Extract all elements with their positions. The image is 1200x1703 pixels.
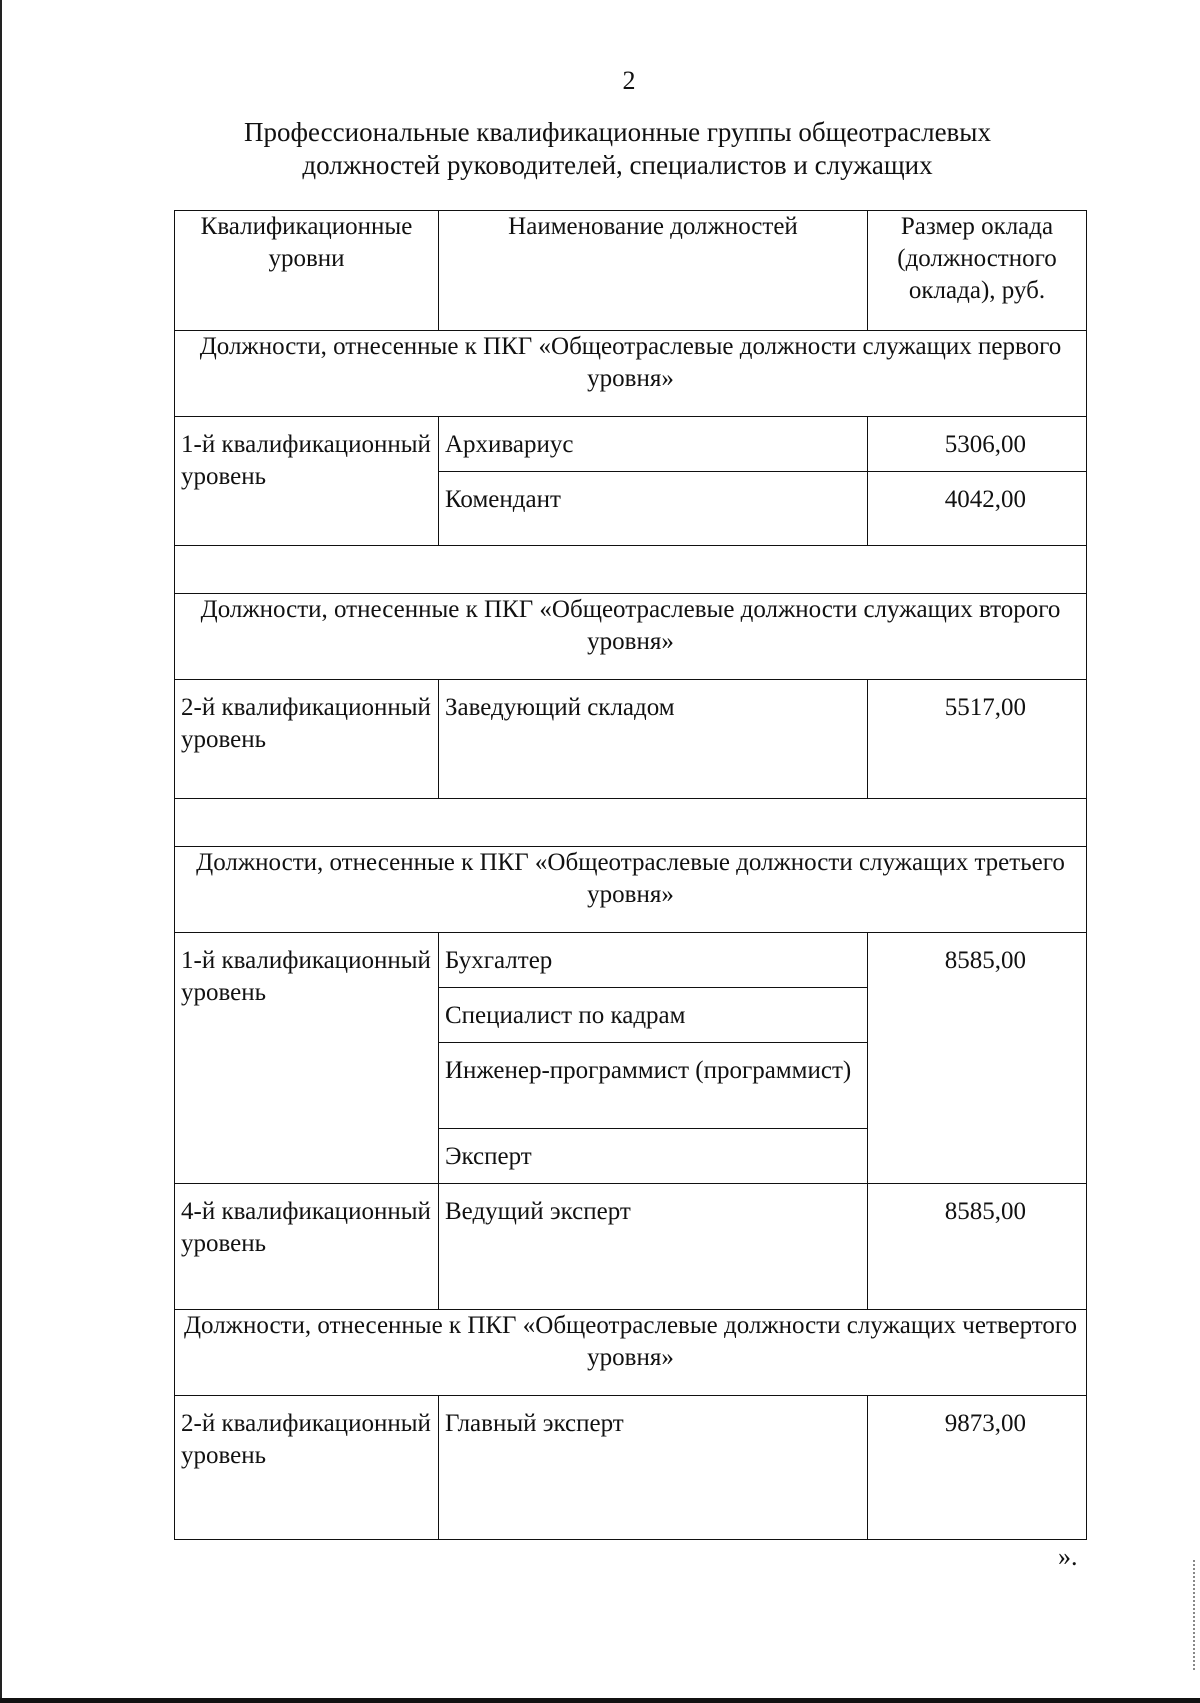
table-row — [175, 680, 1087, 799]
blank-spacer-row — [175, 546, 1087, 594]
position-name: Специалист по кадрам — [439, 988, 868, 1043]
position-name: Главный эксперт — [439, 1396, 868, 1540]
table-header-row — [175, 211, 1087, 331]
header-salary-size: Размер оклада (должностного оклада), руб. — [868, 211, 1087, 331]
table-row — [175, 1396, 1087, 1540]
position-name: Инженер-программист (программист) — [439, 1043, 868, 1129]
qualification-level-cell: 1-й квалификационный уровень — [175, 417, 439, 546]
scan-bottom-edge — [0, 1698, 1200, 1703]
group-title: Должности, отнесенные к ПКГ «Общеотраслевые должности служащих первого уровня» — [175, 331, 1087, 417]
document-title-line-2: должностей руководителей, специалистов и служащих — [302, 150, 933, 180]
salary-value: 8585,00 — [868, 1184, 1087, 1310]
group-title: Должности, отнесенные к ПКГ «Общеотраслевые должности служащих второго уровня» — [175, 594, 1087, 680]
group-title: Должности, отнесенные к ПКГ «Общеотраслевые должности служащих третьего уровня» — [175, 847, 1087, 933]
salary-value: 8585,00 — [868, 933, 1087, 1184]
position-name: Комендант — [439, 472, 868, 546]
header-position-names: Наименование должностей — [439, 211, 868, 331]
document-title — [170, 116, 1065, 182]
qualification-level-cell: 2-й квалификационный уровень — [175, 680, 439, 799]
blank-cell — [175, 799, 1087, 847]
group-title-row — [175, 847, 1087, 933]
table-row — [175, 417, 1087, 472]
page-number: 2 — [622, 66, 636, 95]
group-title-row — [175, 594, 1087, 680]
qualification-level-cell: 1-й квалификационный уровень — [175, 933, 439, 1184]
header-qualification-levels: Квалификационные уровни — [175, 211, 439, 331]
scan-artifact-specks — [1193, 1560, 1198, 1670]
scan-left-edge — [0, 0, 2, 1703]
position-name: Эксперт — [439, 1129, 868, 1184]
blank-cell — [175, 546, 1087, 594]
salary-value: 5306,00 — [868, 417, 1087, 472]
position-name: Заведующий складом — [439, 680, 868, 799]
position-name: Архивариус — [439, 417, 868, 472]
salary-value: 5517,00 — [868, 680, 1087, 799]
position-name: Бухгалтер — [439, 933, 868, 988]
qualification-groups-table — [174, 210, 1087, 1540]
salary-value: 4042,00 — [868, 472, 1087, 546]
document-title-line-1: Профессиональные квалификационные группы общеотраслевых — [244, 117, 991, 147]
blank-spacer-row — [175, 799, 1087, 847]
qualification-level-cell: 2-й квалификационный уровень — [175, 1396, 439, 1540]
table-row — [175, 933, 1087, 988]
position-name: Ведущий эксперт — [439, 1184, 868, 1310]
group-title-row — [175, 1310, 1087, 1396]
salary-value: 9873,00 — [868, 1396, 1087, 1540]
group-title-row — [175, 331, 1087, 417]
closing-quote-mark: ». — [1058, 1542, 1078, 1571]
table-row — [175, 1184, 1087, 1310]
qualification-level-cell: 4-й квалификационный уровень — [175, 1184, 439, 1310]
group-title: Должности, отнесенные к ПКГ «Общеотраслевые должности служащих четвертого уровня» — [175, 1310, 1087, 1396]
